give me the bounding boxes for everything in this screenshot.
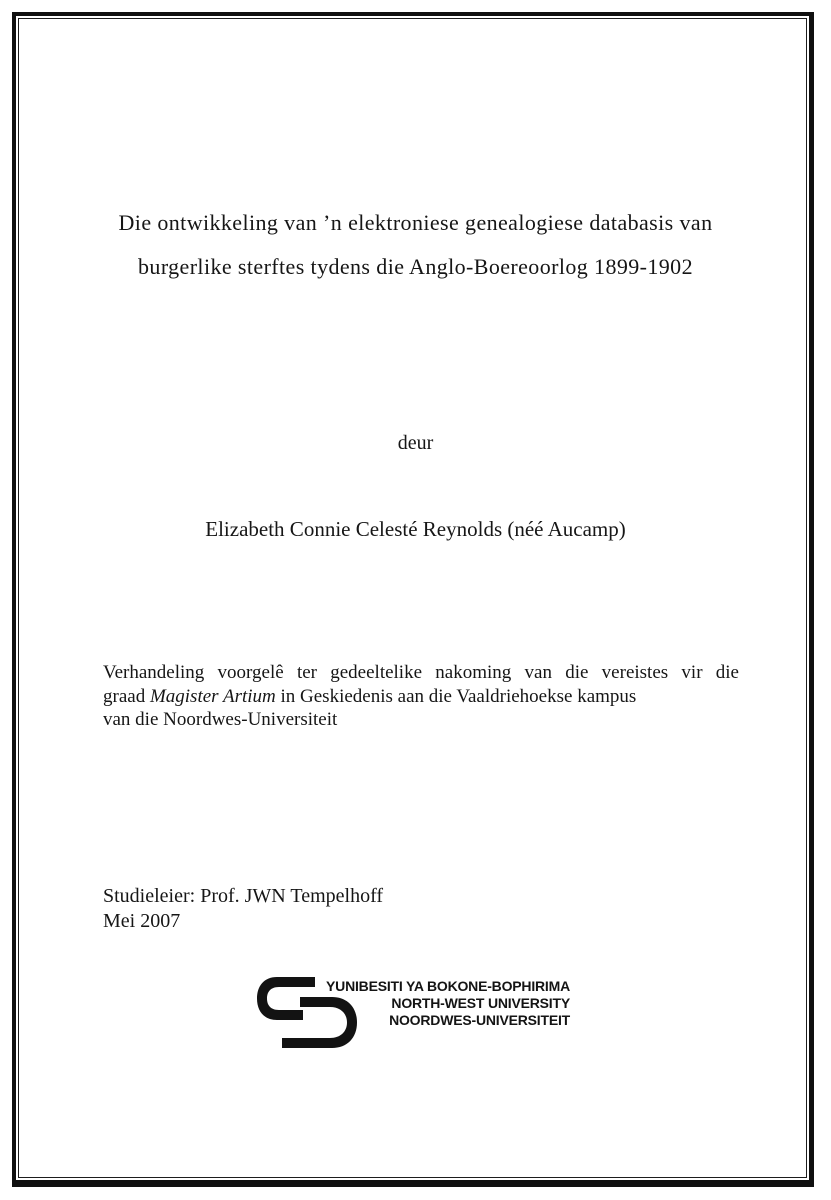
declaration-line-2 — [103, 685, 739, 709]
author-name: Elizabeth Connie Celesté Reynolds (néé Aucamp) — [205, 517, 626, 541]
declaration-line-2-prefix: graad — [103, 685, 150, 707]
declaration-line-3: van die Noordwes-Universiteit — [103, 709, 338, 730]
declaration-line-2-suffix: in Geskiedenis aan die Vaaldriehoekse kampus — [275, 685, 637, 707]
thesis-title-line-2: burgerlike sterftes tydens die Anglo-Boereoorlog 1899-1902 — [138, 254, 693, 279]
byline-deur: deur — [397, 432, 434, 454]
university-name-english: NORTH-WEST UNIVERSITY — [391, 995, 570, 1011]
university-name-afrikaans: NOORDWES-UNIVERSITEIT — [389, 1012, 570, 1028]
declaration-degree-name: Magister Artium — [149, 685, 276, 707]
supervisor-and-date — [103, 884, 383, 934]
declaration-line-1: Verhandeling voorgelê ter gedeeltelike nakoming van die vereistes vir die — [103, 662, 739, 683]
university-logo-wordmark — [318, 978, 570, 1029]
degree-declaration — [103, 661, 739, 732]
thesis-title-line-1: Die ontwikkeling van ’n elektroniese genealogiese databasis van — [118, 210, 713, 235]
thesis-title — [40, 201, 791, 289]
supervisor-line: Studieleier: Prof. JWN Tempelhoff — [103, 885, 384, 907]
university-name-setswana: YUNIBESITI YA BOKONE-BOPHIRIMA — [326, 978, 570, 994]
date-line: Mei 2007 — [103, 910, 181, 932]
